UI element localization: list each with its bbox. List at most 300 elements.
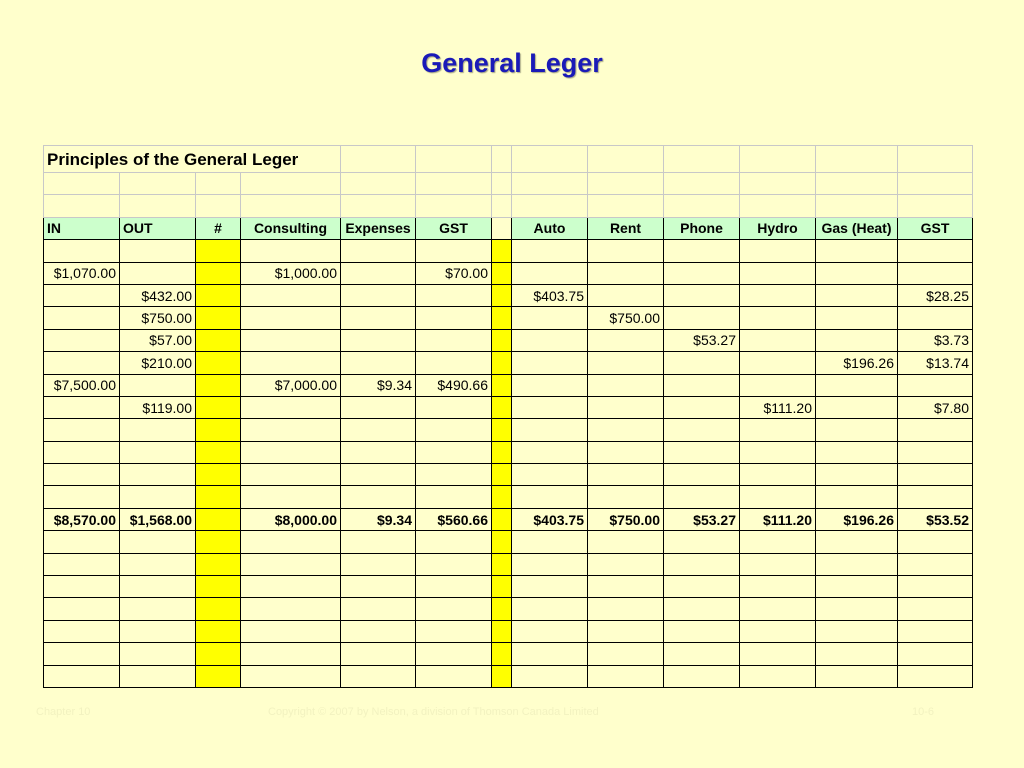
ledger-cell	[588, 352, 664, 374]
ledger-cell	[492, 598, 512, 620]
ledger-cell: $196.26	[816, 352, 898, 374]
ledger-cell	[664, 598, 740, 620]
ledger-row	[44, 620, 973, 642]
ledger-cell	[416, 240, 492, 262]
ledger-cell	[241, 553, 341, 575]
ledger-cell	[512, 553, 588, 575]
ledger-cell	[740, 643, 816, 665]
ledger-cell	[816, 307, 898, 329]
ledger-cell	[898, 374, 973, 396]
ledger-cell	[740, 307, 816, 329]
ledger-cell	[196, 486, 241, 508]
footer-copyright: Copyright © 2007 by Nelson, a division of Thomson Canada Limited	[268, 706, 599, 718]
ledger-cell	[664, 396, 740, 418]
ledger-cell	[492, 240, 512, 262]
ledger-cell	[898, 486, 973, 508]
column-header: IN	[44, 217, 120, 239]
ledger-cell	[740, 598, 816, 620]
totals-row	[44, 508, 973, 530]
blank-top-row	[44, 173, 973, 195]
ledger-cell	[740, 419, 816, 441]
ledger-cell	[120, 598, 196, 620]
footer-chapter: Chapter 10	[36, 706, 91, 718]
ledger-cell	[588, 576, 664, 598]
ledger-row	[44, 329, 973, 351]
ledger-cell	[44, 329, 120, 351]
sheet-cell	[120, 173, 196, 195]
ledger-cell	[341, 419, 416, 441]
ledger-cell	[664, 576, 740, 598]
sheet-cell	[816, 173, 898, 195]
ledger-cell	[898, 665, 973, 687]
ledger-cell	[416, 486, 492, 508]
ledger-cell: $57.00	[120, 329, 196, 351]
ledger-cell	[341, 486, 416, 508]
ledger-cell	[816, 240, 898, 262]
ledger-cell	[740, 441, 816, 463]
ledger-cell	[196, 396, 241, 418]
ledger-cell	[416, 531, 492, 553]
ledger-cell: $53.27	[664, 329, 740, 351]
ledger-cell	[664, 643, 740, 665]
sheet-cell	[740, 173, 816, 195]
ledger-cell	[416, 665, 492, 687]
ledger-cell	[512, 620, 588, 642]
sheet-cell	[898, 173, 973, 195]
ledger-row	[44, 419, 973, 441]
ledger-cell	[341, 464, 416, 486]
ledger-cell	[588, 598, 664, 620]
ledger-cell: $8,570.00	[44, 508, 120, 530]
ledger-cell	[740, 284, 816, 306]
ledger-cell	[816, 374, 898, 396]
ledger-cell	[492, 464, 512, 486]
ledger-cell: $210.00	[120, 352, 196, 374]
ledger-cell	[740, 329, 816, 351]
sheet-cell	[588, 173, 664, 195]
ledger-cell	[44, 531, 120, 553]
ledger-cell	[898, 576, 973, 598]
column-header: #	[196, 217, 241, 239]
ledger-cell	[588, 262, 664, 284]
ledger-cell	[816, 576, 898, 598]
ledger-cell	[120, 441, 196, 463]
ledger-cell	[241, 464, 341, 486]
ledger-row	[44, 576, 973, 598]
ledger-cell	[588, 240, 664, 262]
ledger-cell	[816, 262, 898, 284]
ledger-cell	[416, 352, 492, 374]
ledger-cell	[664, 620, 740, 642]
ledger-cell	[120, 553, 196, 575]
ledger-cell: $1,568.00	[120, 508, 196, 530]
ledger-cell	[341, 284, 416, 306]
ledger-cell	[241, 329, 341, 351]
ledger-cell	[664, 665, 740, 687]
ledger-cell	[196, 553, 241, 575]
ledger-cell	[44, 396, 120, 418]
ledger-cell	[196, 240, 241, 262]
ledger-cell	[492, 576, 512, 598]
sheet-cell	[241, 195, 341, 217]
ledger-cell	[588, 396, 664, 418]
ledger-row	[44, 374, 973, 396]
ledger-cell: $196.26	[816, 508, 898, 530]
ledger-cell	[816, 598, 898, 620]
ledger-cell	[196, 665, 241, 687]
ledger-cell	[44, 419, 120, 441]
ledger-cell	[512, 329, 588, 351]
column-header: GST	[898, 217, 973, 239]
ledger-cell	[664, 419, 740, 441]
sheet-cell	[196, 195, 241, 217]
ledger-cell	[588, 665, 664, 687]
ledger-cell	[44, 441, 120, 463]
ledger-cell	[196, 307, 241, 329]
column-header: Hydro	[740, 217, 816, 239]
ledger-cell	[44, 464, 120, 486]
ledger-cell: $9.34	[341, 508, 416, 530]
ledger-cell: $403.75	[512, 284, 588, 306]
ledger-cell	[816, 486, 898, 508]
ledger-cell	[588, 374, 664, 396]
ledger-body	[44, 146, 973, 688]
ledger-cell: $490.66	[416, 374, 492, 396]
ledger-cell	[44, 486, 120, 508]
ledger-cell	[416, 329, 492, 351]
sheet-cell	[512, 173, 588, 195]
ledger-cell	[196, 329, 241, 351]
sheet-cell	[341, 173, 416, 195]
ledger-cell: $53.27	[664, 508, 740, 530]
ledger-cell	[512, 352, 588, 374]
ledger-cell	[898, 262, 973, 284]
ledger-cell: $750.00	[588, 508, 664, 530]
ledger-cell	[512, 262, 588, 284]
ledger-row	[44, 396, 973, 418]
ledger-cell	[512, 464, 588, 486]
sheet-cell	[416, 173, 492, 195]
ledger-cell	[196, 441, 241, 463]
ledger-cell	[664, 240, 740, 262]
ledger-cell	[816, 284, 898, 306]
ledger-cell: $7,000.00	[241, 374, 341, 396]
ledger-cell	[416, 396, 492, 418]
ledger-cell	[44, 553, 120, 575]
ledger-cell	[241, 620, 341, 642]
sheet-cell	[816, 195, 898, 217]
ledger-row	[44, 352, 973, 374]
ledger-cell	[416, 419, 492, 441]
sheet-caption: Principles of the General Leger	[44, 146, 341, 173]
ledger-cell: $9.34	[341, 374, 416, 396]
ledger-cell	[120, 643, 196, 665]
ledger-cell	[492, 307, 512, 329]
ledger-cell	[44, 240, 120, 262]
ledger-cell: $1,070.00	[44, 262, 120, 284]
ledger-cell	[816, 396, 898, 418]
sheet-cell	[44, 195, 120, 217]
ledger-cell	[740, 553, 816, 575]
ledger-cell	[44, 643, 120, 665]
ledger-cell	[492, 531, 512, 553]
ledger-cell	[512, 396, 588, 418]
ledger-cell	[512, 419, 588, 441]
ledger-cell	[740, 352, 816, 374]
ledger-cell	[241, 576, 341, 598]
ledger-cell	[44, 598, 120, 620]
ledger-cell	[898, 441, 973, 463]
ledger-cell	[898, 419, 973, 441]
ledger-cell	[512, 665, 588, 687]
ledger-cell: $111.20	[740, 396, 816, 418]
ledger-cell	[416, 464, 492, 486]
ledger-cell	[120, 486, 196, 508]
ledger-cell	[492, 262, 512, 284]
ledger-cell	[341, 665, 416, 687]
ledger-row	[44, 665, 973, 687]
ledger-cell	[512, 486, 588, 508]
ledger-cell	[512, 598, 588, 620]
ledger-cell	[120, 576, 196, 598]
ledger-cell	[664, 486, 740, 508]
ledger-cell	[898, 307, 973, 329]
ledger-cell: $750.00	[120, 307, 196, 329]
column-header: GST	[416, 217, 492, 239]
ledger-cell	[512, 307, 588, 329]
ledger-cell	[664, 307, 740, 329]
ledger-cell	[241, 307, 341, 329]
ledger-cell	[898, 240, 973, 262]
ledger-cell	[492, 396, 512, 418]
ledger-cell	[120, 419, 196, 441]
ledger-cell	[196, 620, 241, 642]
ledger-cell	[816, 329, 898, 351]
column-header	[492, 217, 512, 239]
ledger-cell	[492, 329, 512, 351]
column-header: Gas (Heat)	[816, 217, 898, 239]
ledger-cell	[341, 329, 416, 351]
ledger-cell: $7,500.00	[44, 374, 120, 396]
ledger-cell	[512, 441, 588, 463]
sheet-cell	[196, 173, 241, 195]
ledger-cell	[816, 531, 898, 553]
ledger-cell	[120, 374, 196, 396]
ledger-cell: $1,000.00	[241, 262, 341, 284]
footer-page-number: 10-6	[912, 706, 935, 718]
ledger-cell	[416, 307, 492, 329]
ledger-row	[44, 307, 973, 329]
ledger-cell	[588, 329, 664, 351]
ledger-cell	[664, 374, 740, 396]
ledger-cell	[241, 284, 341, 306]
ledger-cell	[341, 262, 416, 284]
ledger-cell	[664, 262, 740, 284]
ledger-row	[44, 643, 973, 665]
ledger-cell	[196, 262, 241, 284]
ledger-row	[44, 553, 973, 575]
ledger-cell	[341, 620, 416, 642]
ledger-cell	[588, 284, 664, 306]
column-header: Expenses	[341, 217, 416, 239]
ledger-cell	[196, 576, 241, 598]
column-header: OUT	[120, 217, 196, 239]
ledger-cell: $28.25	[898, 284, 973, 306]
ledger-cell	[44, 665, 120, 687]
sheet-cell	[740, 195, 816, 217]
ledger-cell: $7.80	[898, 396, 973, 418]
ledger-cell: $560.66	[416, 508, 492, 530]
ledger-cell	[241, 598, 341, 620]
ledger-cell	[120, 665, 196, 687]
ledger-cell	[492, 508, 512, 530]
ledger-cell	[416, 598, 492, 620]
ledger-cell	[341, 576, 416, 598]
ledger-row	[44, 598, 973, 620]
column-header: Phone	[664, 217, 740, 239]
ledger-cell	[341, 352, 416, 374]
ledger-cell	[492, 419, 512, 441]
sheet-cell	[492, 195, 512, 217]
sheet-cell	[341, 195, 416, 217]
caption-row	[44, 146, 973, 173]
ledger-cell	[816, 665, 898, 687]
ledger-cell	[816, 553, 898, 575]
ledger-cell	[120, 240, 196, 262]
ledger-row	[44, 486, 973, 508]
ledger-cell: $53.52	[898, 508, 973, 530]
ledger-cell	[44, 576, 120, 598]
ledger-cell	[588, 419, 664, 441]
ledger-cell	[120, 531, 196, 553]
slide-title: General Leger	[421, 48, 603, 78]
ledger-cell	[196, 419, 241, 441]
ledger-cell	[241, 486, 341, 508]
column-header: Rent	[588, 217, 664, 239]
sheet-cell	[241, 173, 341, 195]
ledger-cell	[341, 553, 416, 575]
ledger-cell: $8,000.00	[241, 508, 341, 530]
ledger-cell	[816, 419, 898, 441]
ledger-cell	[512, 576, 588, 598]
ledger-cell	[740, 486, 816, 508]
ledger-cell	[512, 643, 588, 665]
ledger-cell	[898, 464, 973, 486]
ledger-cell	[196, 284, 241, 306]
ledger-cell	[740, 620, 816, 642]
ledger-cell	[898, 598, 973, 620]
column-header: Auto	[512, 217, 588, 239]
ledger-cell	[241, 240, 341, 262]
sheet-cell	[44, 173, 120, 195]
ledger-cell: $13.74	[898, 352, 973, 374]
sheet-cell	[588, 195, 664, 217]
header-row	[44, 217, 973, 239]
sheet-cell	[416, 195, 492, 217]
ledger-cell	[120, 620, 196, 642]
ledger-cell	[492, 643, 512, 665]
ledger-cell	[512, 531, 588, 553]
ledger-cell	[512, 240, 588, 262]
ledger-cell: $432.00	[120, 284, 196, 306]
ledger-cell	[416, 643, 492, 665]
ledger-cell: $403.75	[512, 508, 588, 530]
ledger-cell	[241, 352, 341, 374]
ledger-cell	[492, 620, 512, 642]
column-header: Consulting	[241, 217, 341, 239]
ledger-cell	[740, 665, 816, 687]
ledger-cell	[664, 441, 740, 463]
ledger-cell	[416, 284, 492, 306]
ledger-cell	[241, 531, 341, 553]
ledger-cell	[898, 553, 973, 575]
ledger-cell	[44, 352, 120, 374]
ledger-cell	[492, 352, 512, 374]
ledger-cell	[241, 665, 341, 687]
ledger-cell	[740, 576, 816, 598]
ledger-cell	[341, 531, 416, 553]
ledger-cell	[196, 643, 241, 665]
ledger-cell: $3.73	[898, 329, 973, 351]
ledger-row	[44, 240, 973, 262]
ledger-cell	[196, 531, 241, 553]
ledger-cell	[898, 643, 973, 665]
ledger-cell	[588, 620, 664, 642]
ledger-cell	[816, 441, 898, 463]
ledger-cell	[196, 598, 241, 620]
ledger-cell	[44, 284, 120, 306]
ledger-cell	[120, 262, 196, 284]
ledger-cell	[241, 419, 341, 441]
ledger-cell	[816, 620, 898, 642]
ledger-cell	[241, 396, 341, 418]
ledger-cell	[492, 374, 512, 396]
ledger-cell	[664, 531, 740, 553]
ledger-cell	[588, 643, 664, 665]
sheet-cell	[512, 195, 588, 217]
ledger-cell	[341, 240, 416, 262]
ledger-cell	[196, 374, 241, 396]
ledger-cell	[664, 352, 740, 374]
ledger-cell: $111.20	[740, 508, 816, 530]
ledger-cell	[341, 307, 416, 329]
ledger-cell	[241, 441, 341, 463]
ledger-cell	[196, 508, 241, 530]
ledger-spreadsheet	[43, 145, 973, 688]
ledger-cell	[740, 464, 816, 486]
ledger-cell	[740, 240, 816, 262]
ledger-cell	[816, 464, 898, 486]
ledger-cell	[341, 396, 416, 418]
sheet-cell	[898, 195, 973, 217]
ledger-cell	[588, 553, 664, 575]
ledger-cell	[664, 464, 740, 486]
ledger-cell	[44, 307, 120, 329]
sheet-cell	[664, 173, 740, 195]
ledger-cell	[664, 553, 740, 575]
ledger-cell: $119.00	[120, 396, 196, 418]
ledger-cell	[898, 531, 973, 553]
ledger-row	[44, 441, 973, 463]
ledger-cell	[588, 531, 664, 553]
ledger-cell	[512, 374, 588, 396]
ledger-cell	[241, 643, 341, 665]
ledger-cell	[196, 464, 241, 486]
sheet-cell	[492, 173, 512, 195]
ledger-cell: $750.00	[588, 307, 664, 329]
ledger-cell	[588, 486, 664, 508]
ledger-cell	[341, 441, 416, 463]
